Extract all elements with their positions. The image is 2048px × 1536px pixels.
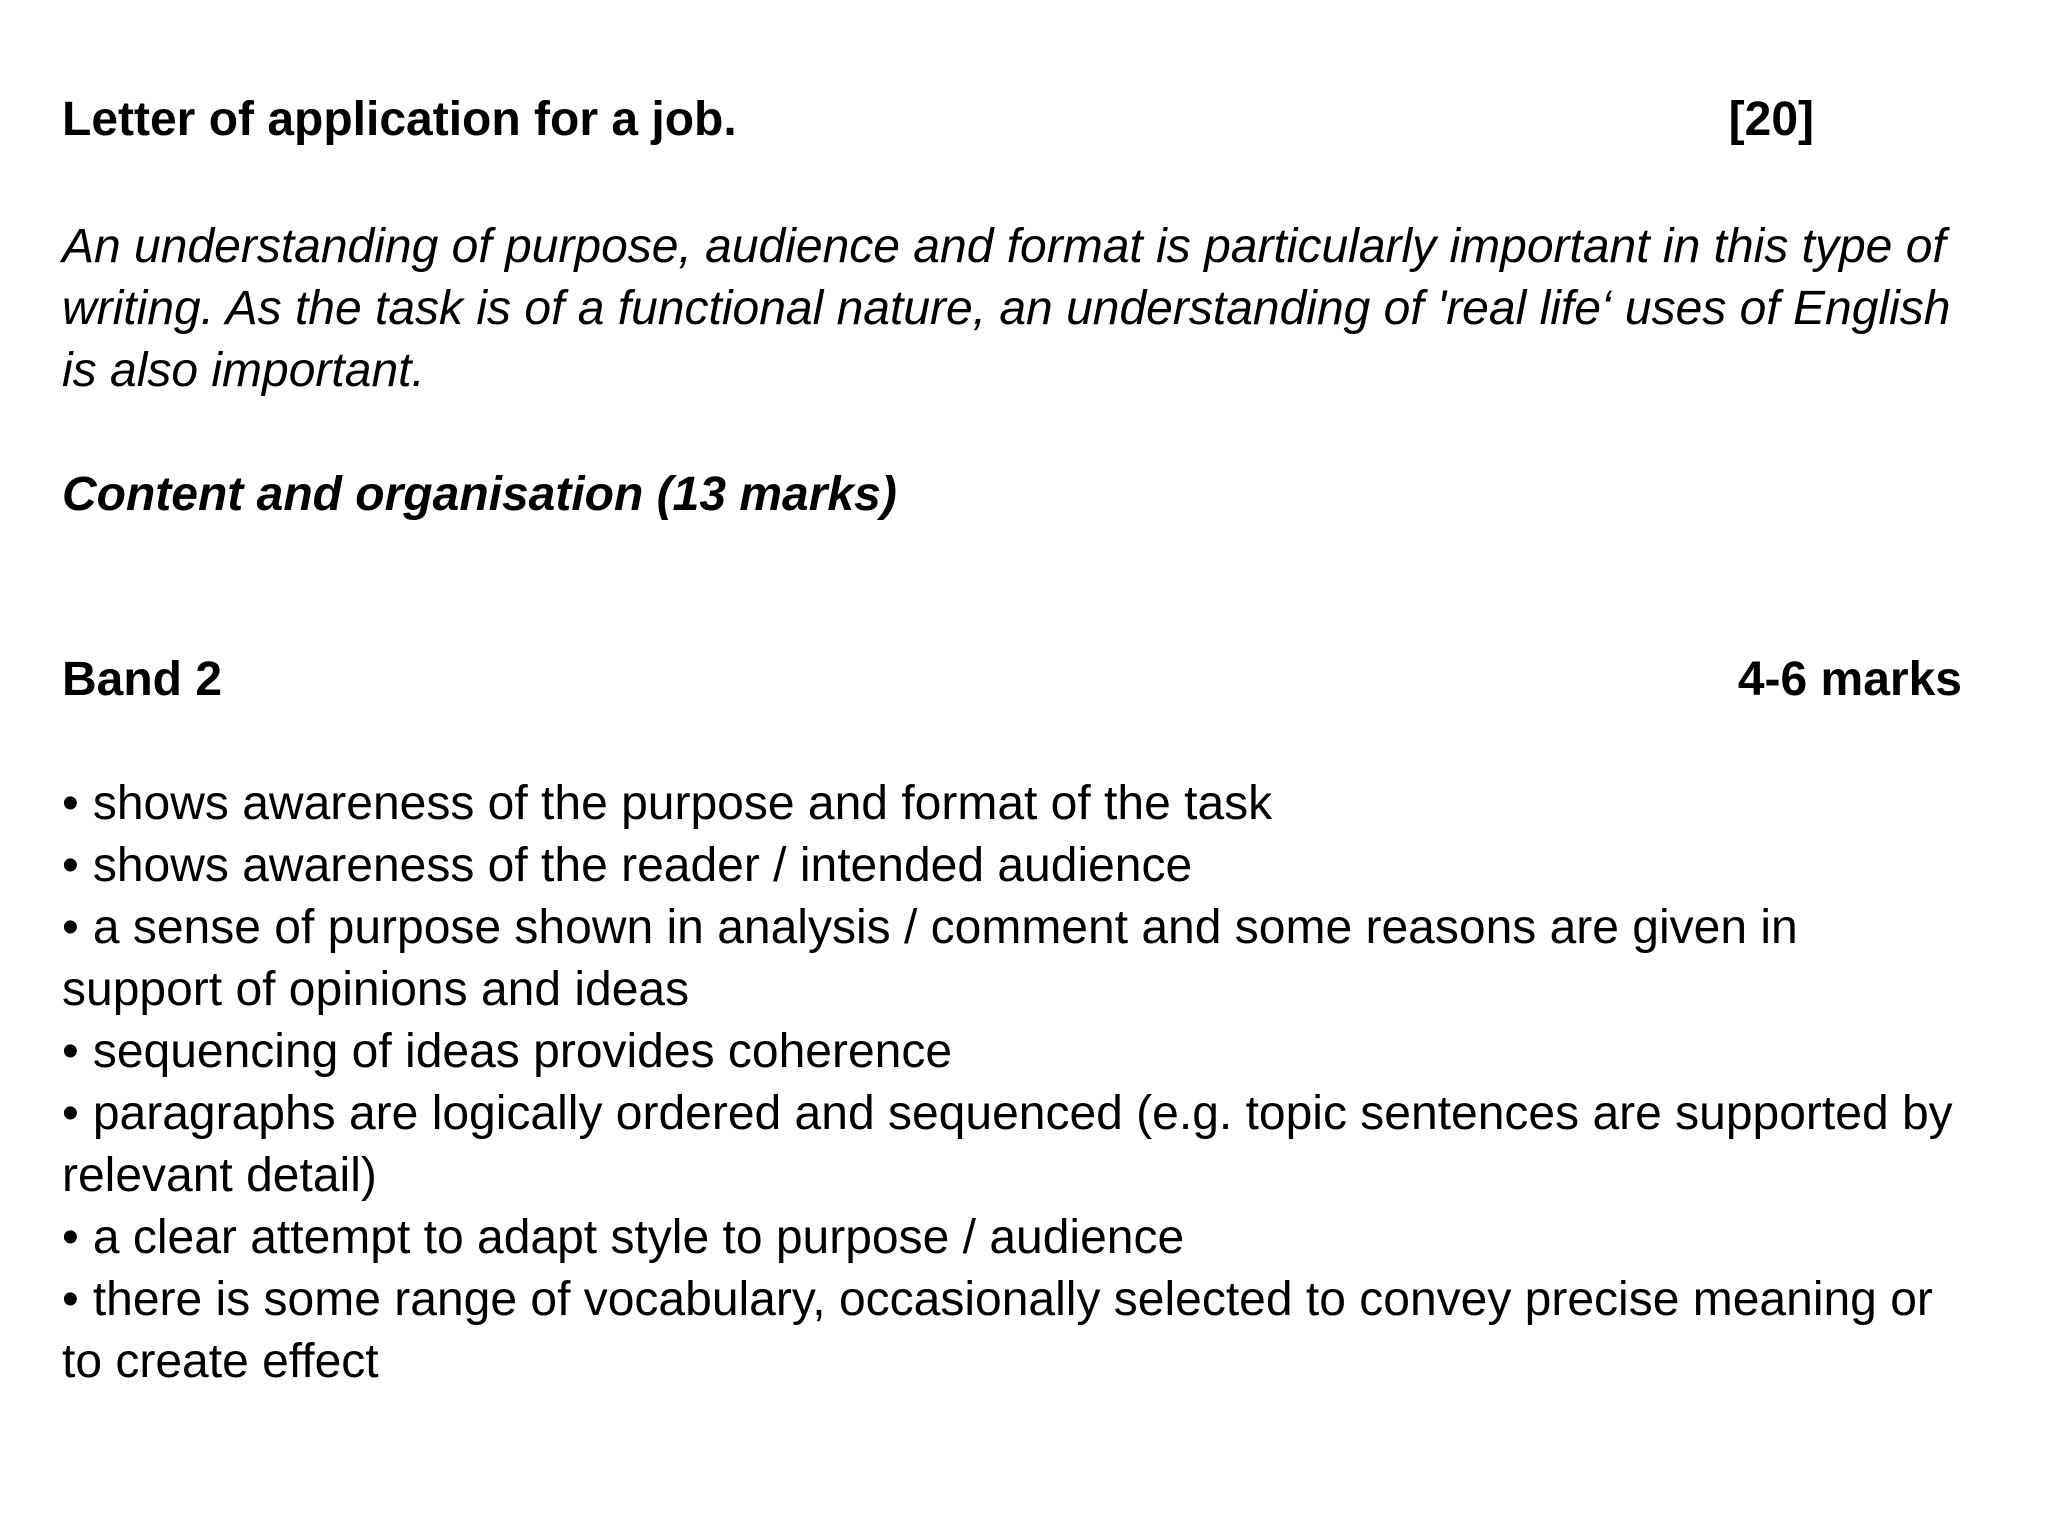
bullet-icon: • xyxy=(62,839,79,892)
document-title: Letter of application for a job. xyxy=(62,93,737,146)
criterion-text: there is some range of vocabulary, occasionally selected to convey precise meaning or to create effect xyxy=(62,1273,1933,1388)
bullet-icon: • xyxy=(62,901,79,954)
criterion-text: a clear attempt to adapt style to purpose / audience xyxy=(92,1211,1185,1264)
intro-paragraph: An understanding of purpose, audience and format is particularly important in this type of writing. As the task is of a functional nature, an understanding of 'real life‘ uses of English is also important. xyxy=(62,220,1951,397)
list-item xyxy=(62,1083,1962,1207)
band-marks: 4-6 marks xyxy=(1737,653,1962,706)
list-item xyxy=(62,1269,1962,1393)
bullet-icon: • xyxy=(62,1273,79,1326)
band-label: Band 2 xyxy=(62,653,223,706)
list-item xyxy=(62,1021,1962,1083)
section-heading: Content and organisation (13 marks) xyxy=(62,468,897,521)
bullet-icon: • xyxy=(62,777,79,830)
band-row xyxy=(62,650,1962,710)
criteria-list xyxy=(62,773,1962,1393)
bullet-icon: • xyxy=(62,1087,79,1140)
total-marks: [20] xyxy=(1728,93,1814,146)
criterion-text: paragraphs are logically ordered and sequenced (e.g. topic sentences are supported by relevant detail) xyxy=(62,1087,1953,1202)
list-item xyxy=(62,897,1962,1021)
list-item xyxy=(62,835,1962,897)
list-item xyxy=(62,773,1962,835)
title-row xyxy=(62,90,1814,150)
list-item xyxy=(62,1207,1962,1269)
criterion-text: shows awareness of the purpose and format of the task xyxy=(92,777,1273,830)
bullet-icon: • xyxy=(62,1025,79,1078)
criterion-text: sequencing of ideas provides coherence xyxy=(92,1025,953,1078)
criterion-text: a sense of purpose shown in analysis / comment and some reasons are given in support of opinions and ideas xyxy=(62,901,1798,1016)
criterion-text: shows awareness of the reader / intended audience xyxy=(92,839,1193,892)
bullet-icon: • xyxy=(62,1211,79,1264)
